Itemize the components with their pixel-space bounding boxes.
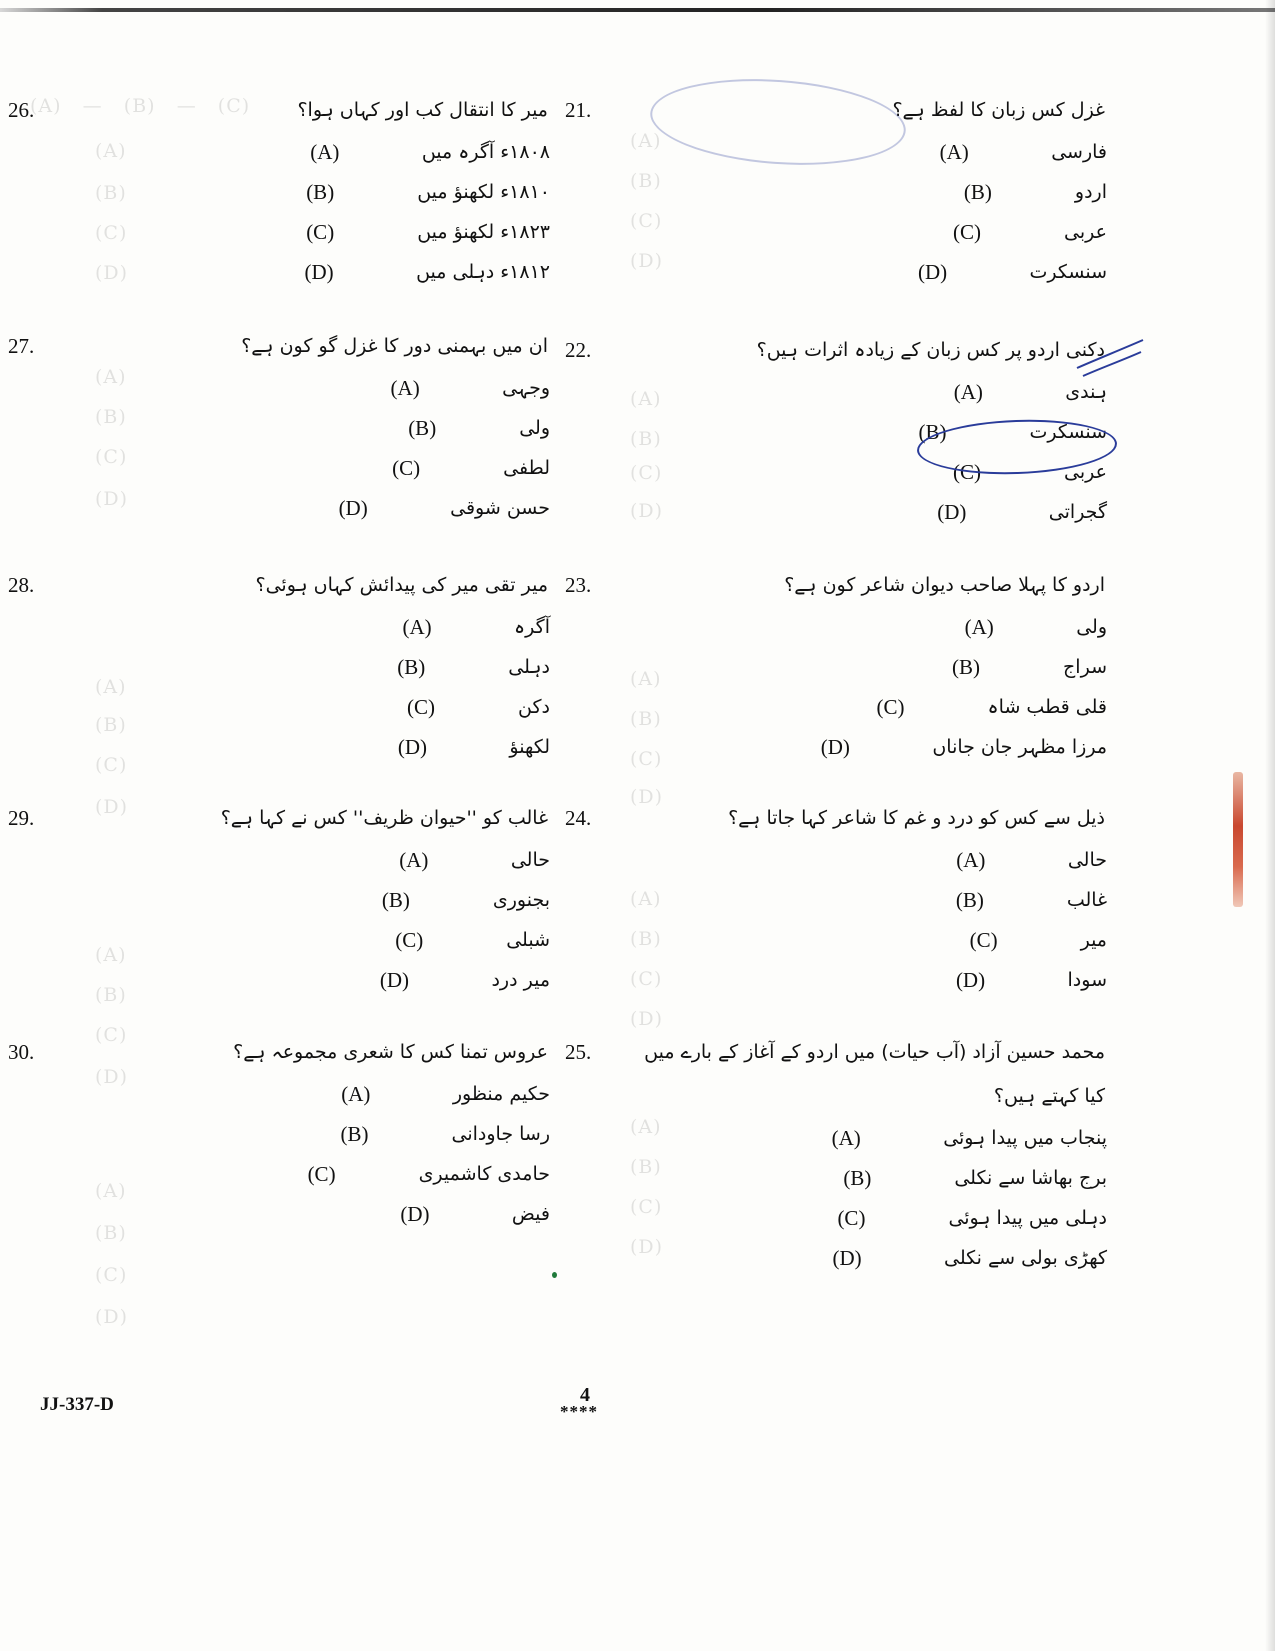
option-b[interactable]	[565, 880, 1125, 920]
question-number: 25.	[565, 1040, 592, 1064]
show-through-texture: (C)	[630, 1196, 663, 1218]
option-text: وجہی	[502, 377, 550, 399]
show-through-texture: (C)	[630, 210, 663, 232]
option-c[interactable]	[565, 920, 1125, 960]
show-through-texture: (C)	[95, 1024, 128, 1046]
show-through-texture: (A)	[95, 1180, 127, 1202]
question-column-right	[565, 88, 1125, 1358]
option-text: عربی	[1064, 221, 1107, 243]
show-through-texture: (D)	[630, 250, 664, 272]
option-label: (B)	[397, 654, 426, 679]
option-text: رسا جاودانی	[451, 1123, 550, 1145]
show-through-texture: (C)	[630, 968, 663, 990]
show-through-texture: (A) — (B) — (C)	[30, 95, 251, 117]
question-23	[565, 563, 1125, 767]
show-through-texture: (D)	[95, 262, 129, 284]
show-through-texture: (C)	[95, 222, 128, 244]
question-number: 29.	[8, 806, 35, 830]
option-label: (C)	[392, 455, 421, 480]
option-text: ۱۸۲۳ء لکھنؤ میں	[417, 221, 550, 243]
show-through-texture: (B)	[95, 406, 127, 428]
option-a[interactable]	[565, 840, 1125, 880]
option-label: (D)	[832, 1245, 862, 1270]
question-text: میر کا انتقال کب اور کہاں ہوا؟	[297, 99, 548, 121]
question-number: 21.	[565, 98, 592, 122]
option-label: (C)	[307, 1161, 336, 1186]
show-through-texture: (B)	[95, 984, 127, 1006]
binding-stain	[1233, 772, 1243, 907]
question-text: غالب کو ''حیوان ظریف'' کس نے کہا ہے؟	[220, 807, 548, 829]
question-number: 30.	[8, 1040, 35, 1064]
option-b[interactable]	[8, 647, 568, 687]
option-d[interactable]	[8, 727, 568, 767]
paper-code: JJ-337-D	[40, 1394, 114, 1415]
option-c[interactable]	[565, 212, 1125, 252]
show-through-texture: (C)	[95, 754, 128, 776]
option-a[interactable]	[565, 372, 1125, 412]
option-label: (A)	[939, 139, 969, 164]
option-c[interactable]	[565, 687, 1125, 727]
option-text: بجنوری	[492, 889, 550, 911]
option-d[interactable]	[565, 252, 1125, 292]
page-number: 4	[580, 1384, 590, 1406]
option-c[interactable]	[8, 1154, 568, 1194]
show-through-texture: (B)	[95, 714, 127, 736]
option-label: (D)	[955, 967, 986, 992]
option-a[interactable]	[8, 368, 568, 408]
option-a[interactable]	[8, 132, 568, 172]
option-a[interactable]	[565, 1118, 1125, 1158]
option-label: (B)	[918, 419, 947, 444]
option-label: (A)	[964, 614, 994, 639]
option-c[interactable]	[565, 1198, 1125, 1238]
option-text: ولی	[519, 417, 550, 439]
option-text: فیض	[511, 1203, 550, 1225]
show-through-texture: (B)	[95, 182, 127, 204]
option-text: آگرہ	[514, 616, 550, 638]
option-text: حکیم منظور	[452, 1083, 550, 1105]
option-text: ۱۸۱۰ء لکھنؤ میں	[417, 181, 550, 203]
option-d[interactable]	[8, 488, 568, 528]
option-label: (B)	[381, 887, 410, 912]
show-through-texture: (C)	[95, 1264, 128, 1286]
option-label: (A)	[953, 379, 983, 404]
option-text: مرزا مظہر جان جاناں	[932, 736, 1107, 758]
option-b[interactable]	[565, 647, 1125, 687]
option-d[interactable]	[565, 960, 1125, 1000]
show-through-texture: (A)	[630, 388, 662, 410]
show-through-texture: (C)	[630, 462, 663, 484]
show-through-texture: (D)	[630, 1008, 664, 1030]
option-text: ۱۸۰۸ء آگرہ میں	[421, 141, 550, 163]
question-text: غزل کس زبان کا لفظ ہے؟	[892, 99, 1105, 121]
option-label: (A)	[390, 375, 420, 400]
option-label: (B)	[952, 654, 981, 679]
option-d[interactable]	[565, 727, 1125, 767]
option-text: میر	[1080, 929, 1107, 951]
option-text: لطفی	[503, 457, 550, 479]
show-through-texture: (A)	[630, 1116, 662, 1138]
option-text: عربی	[1064, 461, 1107, 483]
option-text: فارسی	[1051, 141, 1107, 163]
question-text: دکنی اردو پر کس زبان کے زیادہ اثرات ہیں؟	[756, 339, 1105, 361]
question-number: 23.	[565, 573, 592, 597]
option-label: (B)	[306, 179, 335, 204]
option-label: (A)	[399, 847, 429, 872]
option-label: (D)	[937, 499, 967, 524]
option-c[interactable]	[8, 448, 568, 488]
show-through-texture: (C)	[630, 748, 663, 770]
option-label: (C)	[407, 694, 436, 719]
option-c[interactable]	[8, 920, 568, 960]
option-text: برج بھاشا سے نکلی	[954, 1167, 1107, 1189]
option-label: (D)	[820, 734, 850, 759]
option-d[interactable]	[8, 1194, 568, 1234]
option-text: گجراتی	[1048, 501, 1107, 523]
show-through-texture: (A)	[95, 676, 127, 698]
option-a[interactable]	[8, 1074, 568, 1114]
option-label: (C)	[876, 694, 905, 719]
option-label: (C)	[395, 927, 424, 952]
option-label: (D)	[304, 259, 334, 284]
option-text: پنجاب میں پیدا ہوئی	[943, 1127, 1107, 1149]
question-30	[8, 1030, 568, 1234]
show-through-texture: (D)	[95, 1306, 129, 1328]
show-through-texture: (C)	[95, 446, 128, 468]
tick-mark-icon	[1075, 338, 1145, 378]
question-number: 24.	[565, 806, 592, 830]
question-text: محمد حسین آزاد (آب حیات) میں اردو کے آغاز کے بارے میں کیا کہتے ہیں؟	[644, 1041, 1105, 1107]
show-through-texture: (B)	[630, 428, 662, 450]
option-text: دکن	[518, 696, 550, 718]
option-text: ہندی	[1065, 381, 1107, 403]
option-label: (D)	[338, 495, 368, 520]
option-text: حالی	[1067, 849, 1107, 871]
option-a[interactable]	[565, 607, 1125, 647]
option-label: (B)	[963, 179, 992, 204]
question-text: ذیل سے کس کو درد و غم کا شاعر کہا جاتا ہے؟	[728, 807, 1105, 829]
option-label: (D)	[400, 1201, 430, 1226]
question-29	[8, 796, 568, 1000]
question-number: 22.	[565, 338, 592, 362]
show-through-texture: (A)	[95, 944, 127, 966]
option-label: (B)	[955, 887, 984, 912]
question-25	[565, 1030, 1125, 1278]
option-a[interactable]	[8, 607, 568, 647]
show-through-texture: (D)	[630, 786, 664, 808]
option-label: (A)	[956, 847, 986, 872]
option-text: ولی	[1076, 616, 1107, 638]
show-through-texture: (A)	[630, 130, 662, 152]
scan-top-edge	[0, 8, 1275, 12]
show-through-texture: (B)	[630, 1156, 662, 1178]
option-text: قلی قطب شاہ	[987, 696, 1107, 718]
option-b[interactable]	[8, 408, 568, 448]
option-d[interactable]	[565, 492, 1125, 532]
option-a[interactable]	[8, 840, 568, 880]
option-d[interactable]	[8, 252, 568, 292]
option-text: کھڑی بولی سے نکلی	[944, 1247, 1107, 1269]
option-c[interactable]	[8, 687, 568, 727]
option-text: اردو	[1074, 181, 1107, 203]
show-through-texture: (B)	[630, 708, 662, 730]
option-text: حالی	[510, 849, 550, 871]
show-through-texture: (A)	[630, 888, 662, 910]
option-text: سنسکرت	[1029, 421, 1107, 443]
question-number: 27.	[8, 334, 35, 358]
option-label: (B)	[340, 1121, 369, 1146]
option-b[interactable]	[8, 1114, 568, 1154]
option-label: (A)	[831, 1125, 861, 1150]
option-label: (C)	[953, 459, 982, 484]
question-text: اردو کا پہلا صاحب دیوان شاعر کون ہے؟	[784, 574, 1105, 596]
question-number: 28.	[8, 573, 35, 597]
option-text: شبلی	[506, 929, 550, 951]
option-d[interactable]	[8, 960, 568, 1000]
option-label: (D)	[917, 259, 948, 284]
show-through-texture: (D)	[95, 796, 129, 818]
option-text: دہلی میں پیدا ہوئی	[948, 1207, 1107, 1229]
question-number: 26.	[8, 98, 35, 122]
option-text: دہلی	[508, 656, 550, 678]
question-26	[8, 88, 568, 292]
option-label: (C)	[306, 219, 335, 244]
question-text: ان میں بہمنی دور کا غزل گو کون ہے؟	[241, 335, 548, 357]
show-through-texture: (B)	[630, 928, 662, 950]
option-text: سراج	[1063, 656, 1107, 678]
option-label: (B)	[408, 415, 437, 440]
option-c[interactable]	[8, 212, 568, 252]
show-through-texture: (A)	[630, 668, 662, 690]
question-text: عروس تمنا کس کا شعری مجموعہ ہے؟	[233, 1041, 548, 1063]
question-27	[8, 324, 568, 528]
option-b[interactable]	[8, 880, 568, 920]
option-text: غالب	[1066, 889, 1107, 911]
option-label: (C)	[953, 219, 982, 244]
option-text: سودا	[1067, 969, 1107, 991]
show-through-texture: (D)	[95, 488, 129, 510]
option-label: (D)	[379, 967, 410, 992]
show-through-texture: (B)	[95, 1222, 127, 1244]
option-label: (A)	[310, 139, 340, 164]
show-through-texture: (D)	[630, 1236, 664, 1258]
option-d[interactable]	[565, 1238, 1125, 1278]
page-stars: ****	[560, 1402, 598, 1421]
option-label: (A)	[402, 614, 432, 639]
scan-right-edge	[1265, 0, 1275, 1651]
question-column-left	[8, 88, 568, 1358]
option-text: لکھنؤ	[509, 736, 550, 758]
option-text: حسن شوقی	[450, 497, 550, 519]
option-label: (C)	[837, 1205, 866, 1230]
option-label: (B)	[843, 1165, 872, 1190]
show-through-texture: (D)	[95, 1066, 129, 1088]
ink-dot	[552, 1272, 557, 1278]
question-text: میر تقی میر کی پیدائش کہاں ہوئی؟	[255, 574, 548, 596]
option-text: ۱۸۱۲ء دہلی میں	[416, 261, 550, 283]
option-label: (A)	[341, 1081, 371, 1106]
option-label: (C)	[969, 927, 998, 952]
option-b[interactable]	[8, 172, 568, 212]
show-through-texture: (B)	[630, 170, 662, 192]
option-b[interactable]	[565, 172, 1125, 212]
option-text: میر درد	[491, 969, 550, 991]
option-b[interactable]	[565, 1158, 1125, 1198]
show-through-texture: (A)	[95, 366, 127, 388]
show-through-texture: (A)	[95, 140, 127, 162]
question-24	[565, 796, 1125, 1000]
question-28	[8, 563, 568, 767]
option-text: حامدی کاشمیری	[418, 1163, 550, 1185]
show-through-texture: (D)	[630, 500, 664, 522]
option-label: (D)	[397, 734, 427, 759]
option-text: سنسکرت	[1029, 261, 1107, 283]
